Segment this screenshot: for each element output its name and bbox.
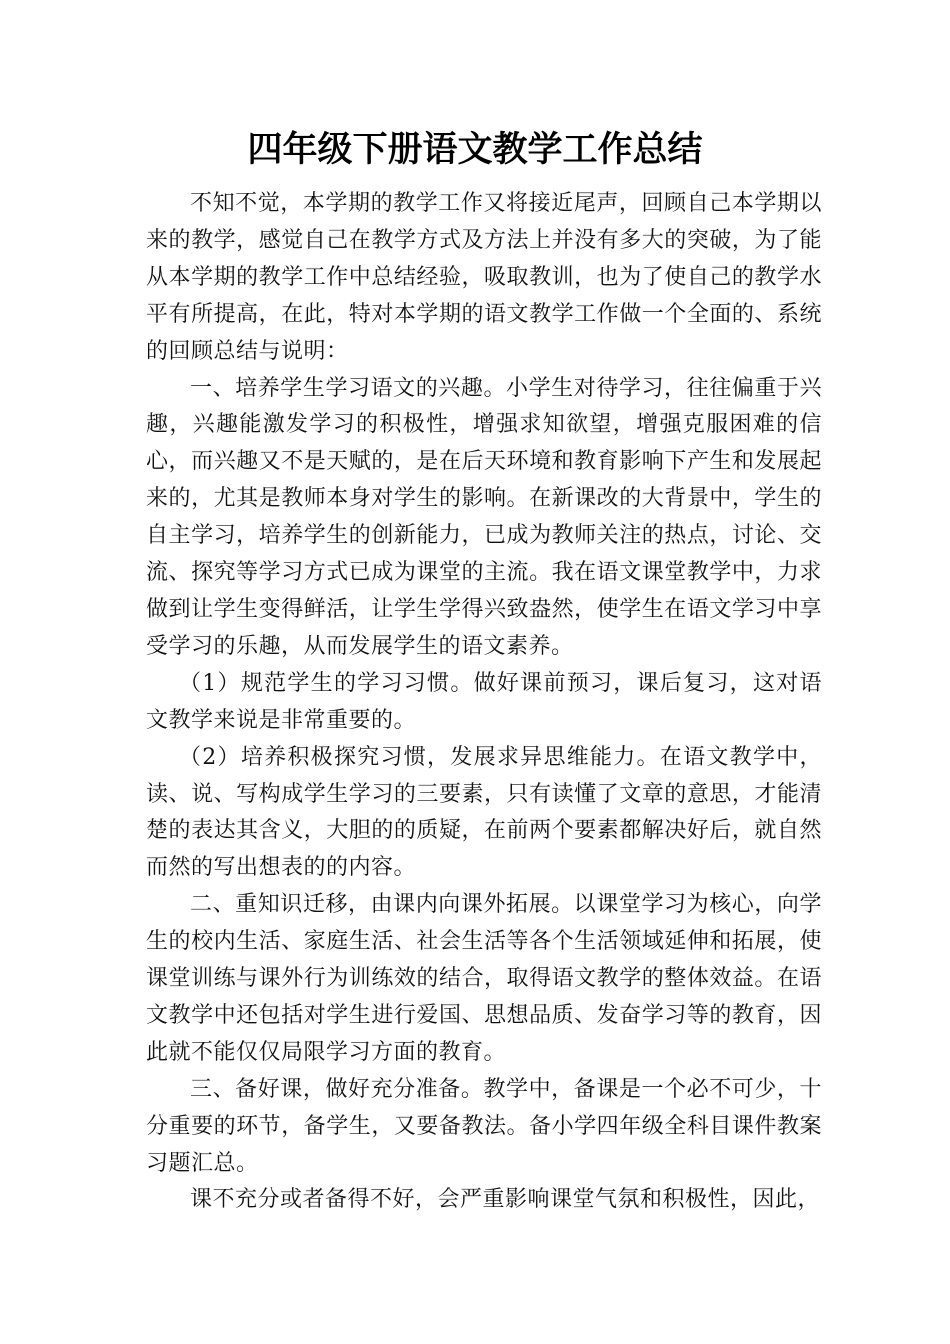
paragraph-item-2: （2）培养积极探究习惯，发展求异思维能力。在语文教学中，读、说、写构成学生学习的三要素，只有读懂了文章的意思，才能清楚的表达其含义，大胆的的质疑，在前两个要素都解决好后，就自然而然的写出想表的的内容。 — [146, 744, 822, 881]
paragraph-section-2: 二、重知识迁移，由课内向课外拓展。以课堂学习为核心，向学生的校内生活、家庭生活、社会生活等各个生活领域延伸和拓展，使课堂训练与课外行为训练效的结合，取得语文教学的整体效益。在语文教学中还包括对学生进行爱国、思想品质、发奋学习等的教育，因此就不能仅仅局限学习方面的教育。 — [146, 892, 822, 1065]
paragraph-section-3: 三、备好课，做好充分准备。教学中，备课是一个必不可少，十分重要的环节，备学生，又要备教法。备小学四年级全科目课件教案习题汇总。 — [146, 1076, 822, 1176]
paragraph-section-1: 一、培养学生学习语文的兴趣。小学生对待学习，往往偏重于兴趣，兴趣能激发学习的积极性，增强求知欲望，增强克服困难的信心，而兴趣又不是天赋的，是在后天环境和教育影响下产生和发展起来的，尤其是教师本身对学生的影响。在新课改的大背景中，学生的自主学习，培养学生的创新能力，已成为教师关注的热点，讨论、交流、探究等学习方式已成为课堂的主流。我在语文课堂教学中，力求做到让学生变得鲜活，让学生学得兴致盎然，使学生在语文学习中享受学习的乐趣，从而发展学生的语文素养。 — [146, 375, 822, 659]
paragraph-intro: 不知不觉，本学期的教学工作又将接近尾声，回顾自己本学期以来的教学，感觉自己在教学方式及方法上并没有多大的突破，为了能从本学期的教学工作中总结经验，吸取教训，也为了使自己的教学水平有所提高，在此，特对本学期的语文教学工作做一个全面的、系统的回顾总结与说明： — [146, 191, 822, 364]
paragraph-item-1: （1）规范学生的学习习惯。做好课前预习，课后复习，这对语文教学来说是非常重要的。 — [146, 670, 822, 733]
document-title: 四年级下册语文教学工作总结 — [247, 129, 703, 170]
document-body — [146, 186, 822, 1219]
paragraph-continuation: 课不充分或者备得不好，会严重影响课堂气氛和积极性，因此， — [190, 1187, 821, 1213]
